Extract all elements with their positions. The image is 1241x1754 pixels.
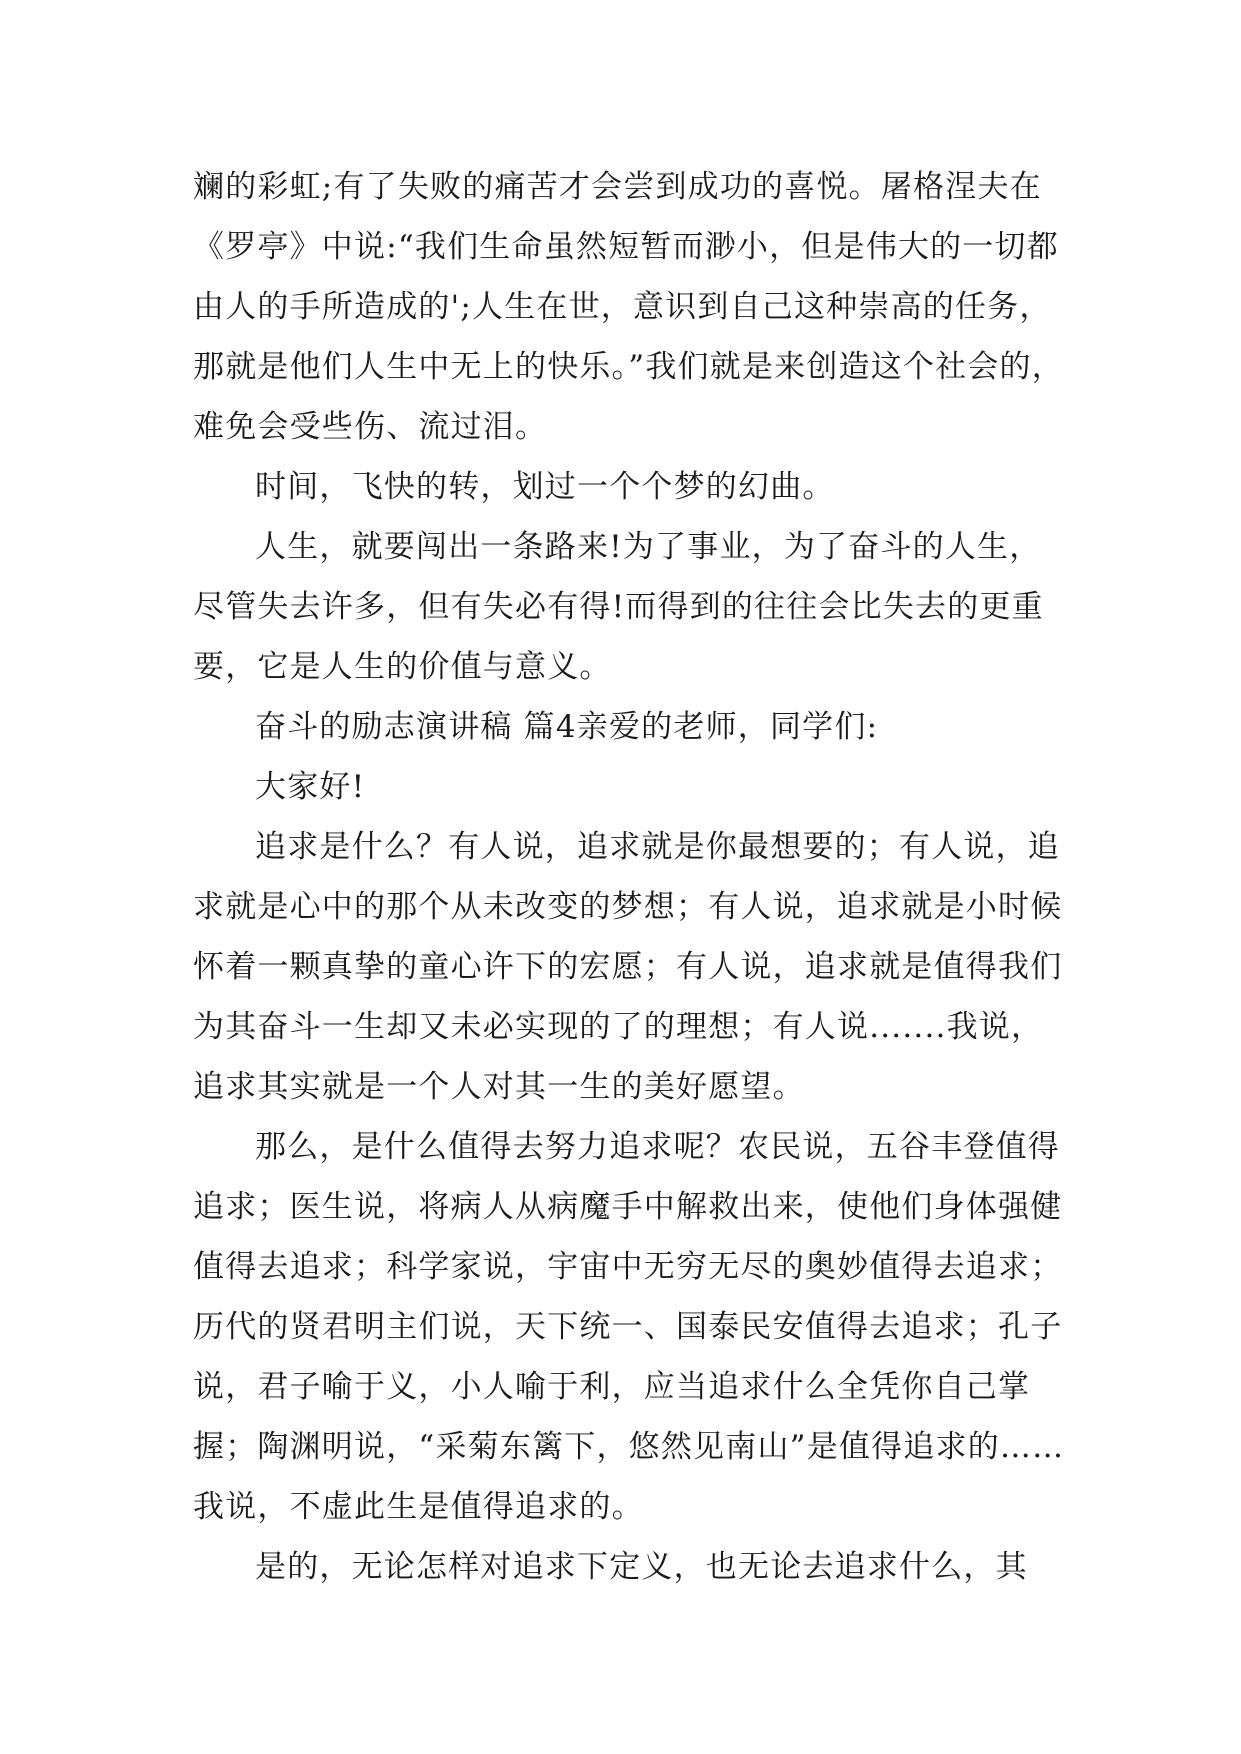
document-body xyxy=(193,157,1073,1597)
paragraph-time: 时间，飞快的转，划过一个个梦的幻曲。 xyxy=(255,469,835,505)
paragraph-conclusion-start: 是的，无论怎样对追求下定义，也无论去追求什么，其 xyxy=(255,1549,1028,1585)
greeting: 大家好! xyxy=(255,769,366,805)
speech-heading: 奋斗的励志演讲稿 篇4亲爱的老师，同学们: xyxy=(255,709,879,745)
paragraph-worth-pursuing: 那么，是什么值得去努力追求呢？农民说，五谷丰登值得追求；医生说，将病人从病魔手中解救出来，使他们身体强健值得去追求；科学家说，宇宙中无穷无尽的奥妙值得去追求；历代的贤君明主们说，天下统一、国泰民安值得去追求；孔子说，君子喻于义，小人喻于利，应当追求什么全凭你自己掌握；陶渊明说，“采菊东篱下，悠然见南山”是值得追求的……我说，不虚此生是值得追求的。 xyxy=(193,1129,1065,1525)
paragraph-continuation: 斓的彩虹;有了失败的痛苦才会尝到成功的喜悦。屠格涅夫在《罗亭》中说:“我们生命虽然短暂而渺小，但是伟大的一切都由人的手所造成的';人生在世，意识到自己这种崇高的任务，那就是他们人生中无上的快乐。”我们就是来创造这个社会的，难免会受些伤、流过泪。 xyxy=(193,169,1064,445)
paragraph-what-is-pursuit: 追求是什么？有人说，追求就是你最想要的；有人说，追求就是心中的那个从未改变的梦想；有人说，追求就是小时候怀着一颗真挚的童心许下的宏愿；有人说，追求就是值得我们为其奋斗一生却又未必实现的了的理想；有人说.......我说，追求其实就是一个人对其一生的美好愿望。 xyxy=(193,829,1063,1105)
paragraph-life-path: 人生，就要闯出一条路来!为了事业，为了奋斗的人生，尽管失去许多，但有失必有得!而得到的往往会比失去的更重要，它是人生的价值与意义。 xyxy=(193,529,1044,685)
